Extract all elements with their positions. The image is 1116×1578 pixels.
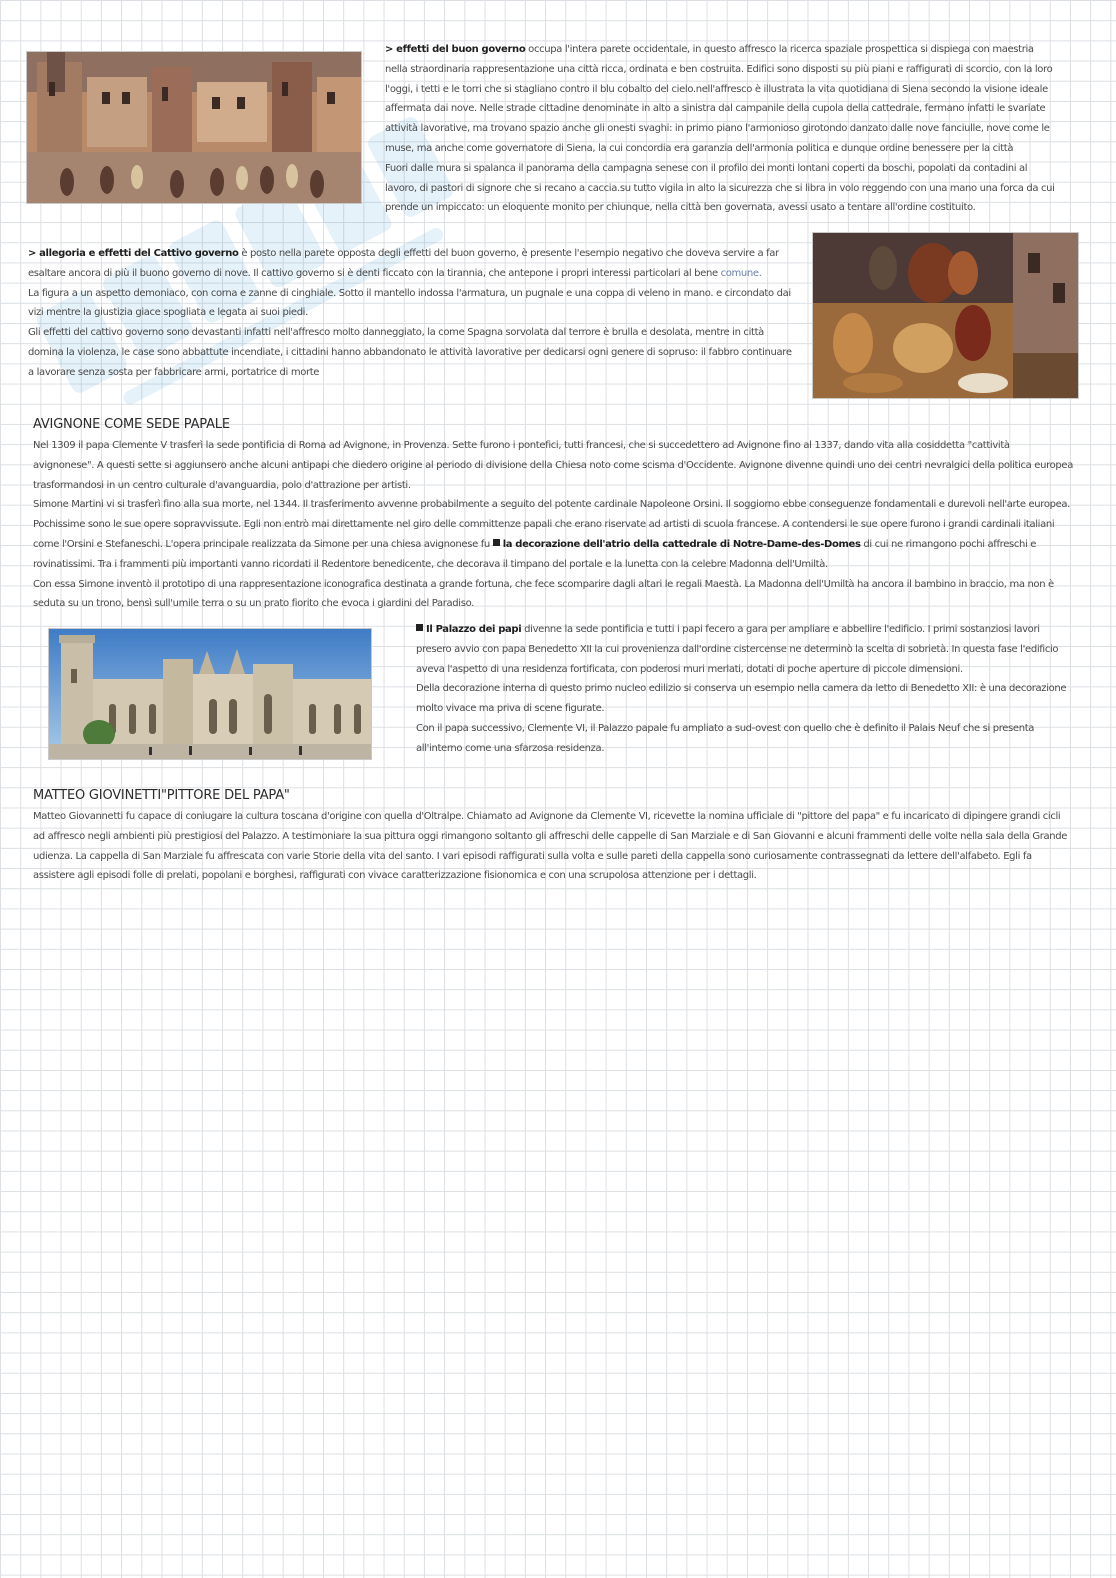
avignone-heading: AVIGNONE COME SEDE PAPALE [33, 417, 230, 432]
fresco-buon-governo-image [26, 51, 362, 204]
giovannetti-heading: MATTEO GIOVINETTI"PITTORE DEL PAPA" [33, 788, 290, 803]
cattivo-governo-section [28, 244, 793, 383]
buon-governo-title: > effetti del buon governo [385, 44, 526, 55]
palazzo-title: Il Palazzo dei papi [426, 624, 522, 635]
avignone-paragraph-2-start: Simone Martini vi si trasferì fino alla sua morte, nel 1344. Il trasferimento avvenne probabilmente a seguito del potente cardinale Napoleone Orsini. Il soggiorno ebbe conseguenze fondamentali e durevoli nell'arte europea. Pochissime sono le sue opere sopravvissute. Egli non entrò mai direttamente nel giro delle committenze papali che erano riservate ad artisti di scuola francese. A contendersi le sue opere furono i grandi cardinali italiani come l'Orsini e Stefaneschi. L'opera principale realizzata da Simone per una chiesa avignonese fu [33, 499, 1071, 550]
avignone-section [33, 436, 1073, 614]
bullet-square-icon [493, 539, 500, 546]
palazzo-paragraph-1: divenne la sede pontificia e tutti i papi fecero a gara per ampliare e abbellire l'edificio. I primi sostanziosi lavori presero avvio con papa Benedetto XII la cui provenienza dall'ordine cistercense ne determinò la scelta di sobrietà. In questa fase l'edificio aveva l'aspetto di una residenza fortificata, con poderosi muri merlati, dotati di poche aperture di piccole dimensioni. [416, 624, 1059, 675]
giovannetti-section [33, 807, 1073, 886]
buon-governo-text-2: Fuori dalle mura si spalanca il panorama della campagna senese con il profilo dei monti lontani coperti da boschi, popolati da contadini al lavoro, di pastori di signore che si recano a caccia.su tutto vigila in alto la sicurezza che si libra in volo reggendo con una mano una forca da cui prende un impiccato: un eloquente monito per chiunque, nella città ben governata, avessi usato a tentare all'ordine costituito. [385, 162, 1055, 214]
notre-dame-title: la decorazione dell'atrio della cattedrale di Notre-Dame-des-Domes [502, 538, 861, 550]
fresco-cattivo-governo-image [812, 232, 1079, 399]
buon-governo-text: occupa l'intera parete occidentale, in questo affresco la ricerca spaziale prospettica si dispiega con maestria nella straordinaria rappresentazione una città ricca, ordinata e ben costruita. Edifici sono disposti su più piani e raffigurati di scorcio, con la loro l'oggi, i tetti e le torri che si stagliano contro il blu cobalto del cielo.nell'affresco è illustrata la vita quotidiana di Siena secondo la visione ideale affermata dai nove. Nelle strade cittadine denominate in alto a sinistra dal campanile della cupola della cattedrale, fermano infatti le svariate attività lavorative, ma trovano spazio anche gli onesti svaghi: in primo piano l'armonioso girotondo danzato dalle nove fanciulle, nove come le muse, ma anche come governatore di Siena, la cui concordia era garanzia dell'armonia politica e dunque ordine benessere per la città [385, 44, 1053, 154]
palazzo-paragraph-2: Della decorazione interna di questo primo nucleo edilizio si conserva un esempio nella camera da letto di Benedetto XII: è una decorazione molto vivace ma priva di scene figurate. [416, 683, 1067, 715]
avignone-paragraph-3: Con essa Simone inventò il prototipo di una rappresentazione iconografica destinata a grande fortuna, che fece scomparire dagli altari le regali Maestà. La Madonna dell'Umiltà ha ancora il bambino in braccio, ma non è seduta su un trono, bensì sull'umile terra o su un prato fiorito che evoca i giardini del Paradiso. [33, 578, 1054, 610]
palazzo-section [416, 620, 1071, 759]
cattivo-governo-text: è posto nella parete opposta degli effetti del buon governo, è presente l'esempio negativo che doveva servire a far esaltare ancora di più il buono governo di nove. Il cattivo governo si è denti ficcato con la tirannia, che antepone i propri interessi particolari al bene [28, 248, 779, 279]
avignone-paragraph-1: Nel 1309 il papa Clemente V trasferì la sede pontificia di Roma ad Avignone, in Provenza. Sette furono i pontefici, tutti francesi, che si succedettero ad Avignone fino al 1337, dando vita alla cosiddetta "cattività avignonese". A questi sette si aggiunsero anche alcuni antipapi che diedero origine al periodo di divisione della Chiesa noto come scisma d'Occidente. Avignone divenne quindi uno dei centri nevralgici della politica europea trasformandosi in un centro culturale d'avanguardia, polo d'attrazione per artisti. [33, 440, 1073, 491]
giovannetti-paragraph-1: Matteo Giovannetti fu capace di coniugare la cultura toscana d'origine con quella d'Oltralpe. Chiamato ad Avignone da Clemente VI, ricevette la nomina ufficiale di "pittore del papa" e fu incaricato di dipingere grandi cicli ad affresco negli ambienti più prestigiosi del Palazzo. A testimoniare la sua pittura oggi rimangono soltanto gli affreschi delle cappelle di San Marziale e di San Giovanni e alcuni frammenti delle volte nella sala della Grande udienza. La cappella di San Marziale fu affrescata con varie Storie della vita del santo. I vari episodi raffigurati sulla volta e sulle pareti della cappella sono curiosamente contrassegnati da lettere dell'alfabeto. Egli fa assistere agli episodi folle di prelati, popolani e borghesi, raffigurati con vivace caratterizzazione fisionomica e con una scrupolosa attenzione per i dettagli. [33, 811, 1068, 882]
palazzo-paragraph-3: Con il papa successivo, Clemente VI, il Palazzo papale fu ampliato a sud-ovest con quello che è definito il Palais Neuf che si presenta all'interno come una sfarzosa residenza. [416, 722, 1035, 754]
buon-governo-section [385, 40, 1055, 218]
palazzo-dei-papi-photo [48, 628, 372, 760]
cattivo-governo-title: > allegoria e effetti del Cattivo governo [28, 248, 239, 259]
cattivo-governo-text-3: Gli effetti del cattivo governo sono devastanti infatti nell'affresco molto danneggiato, la come Spagna sorvolata dal terrore è brulla e desolata, mentre in città domina la violenza, le case sono abbattute incendiate, i cittadini hanno abbandonato le attività lavorative per dedicarsi ogni genere di sopruso: il fabbro continuare a lavorare senza sosta per fabbricare armi, portatrice di morte [28, 327, 792, 378]
avignone-paragraph-2-end: di cui ne rimangono pochi affreschi e rovinatissimi. Tra i frammenti più importanti vanno ricordati il Redentore benedicente, che decorava il timpano del portale e la lunetta con la celebre Madonna dell'Umiltà. [33, 538, 1037, 570]
bullet-square-icon [416, 624, 423, 631]
cattivo-governo-text-2: La figura a un aspetto demoniaco, con corna e zanne di cinghiale. Sotto il mantello indossa l'armatura, un pugnale e una coppa di veleno in mano. e circondato dai vizi mentre la giustizia giace spogliata e legata ai suoi piedi. [28, 287, 791, 319]
avignone-paragraph-2 [33, 495, 1073, 574]
cattivo-governo-accent-word: comune. [720, 267, 762, 279]
